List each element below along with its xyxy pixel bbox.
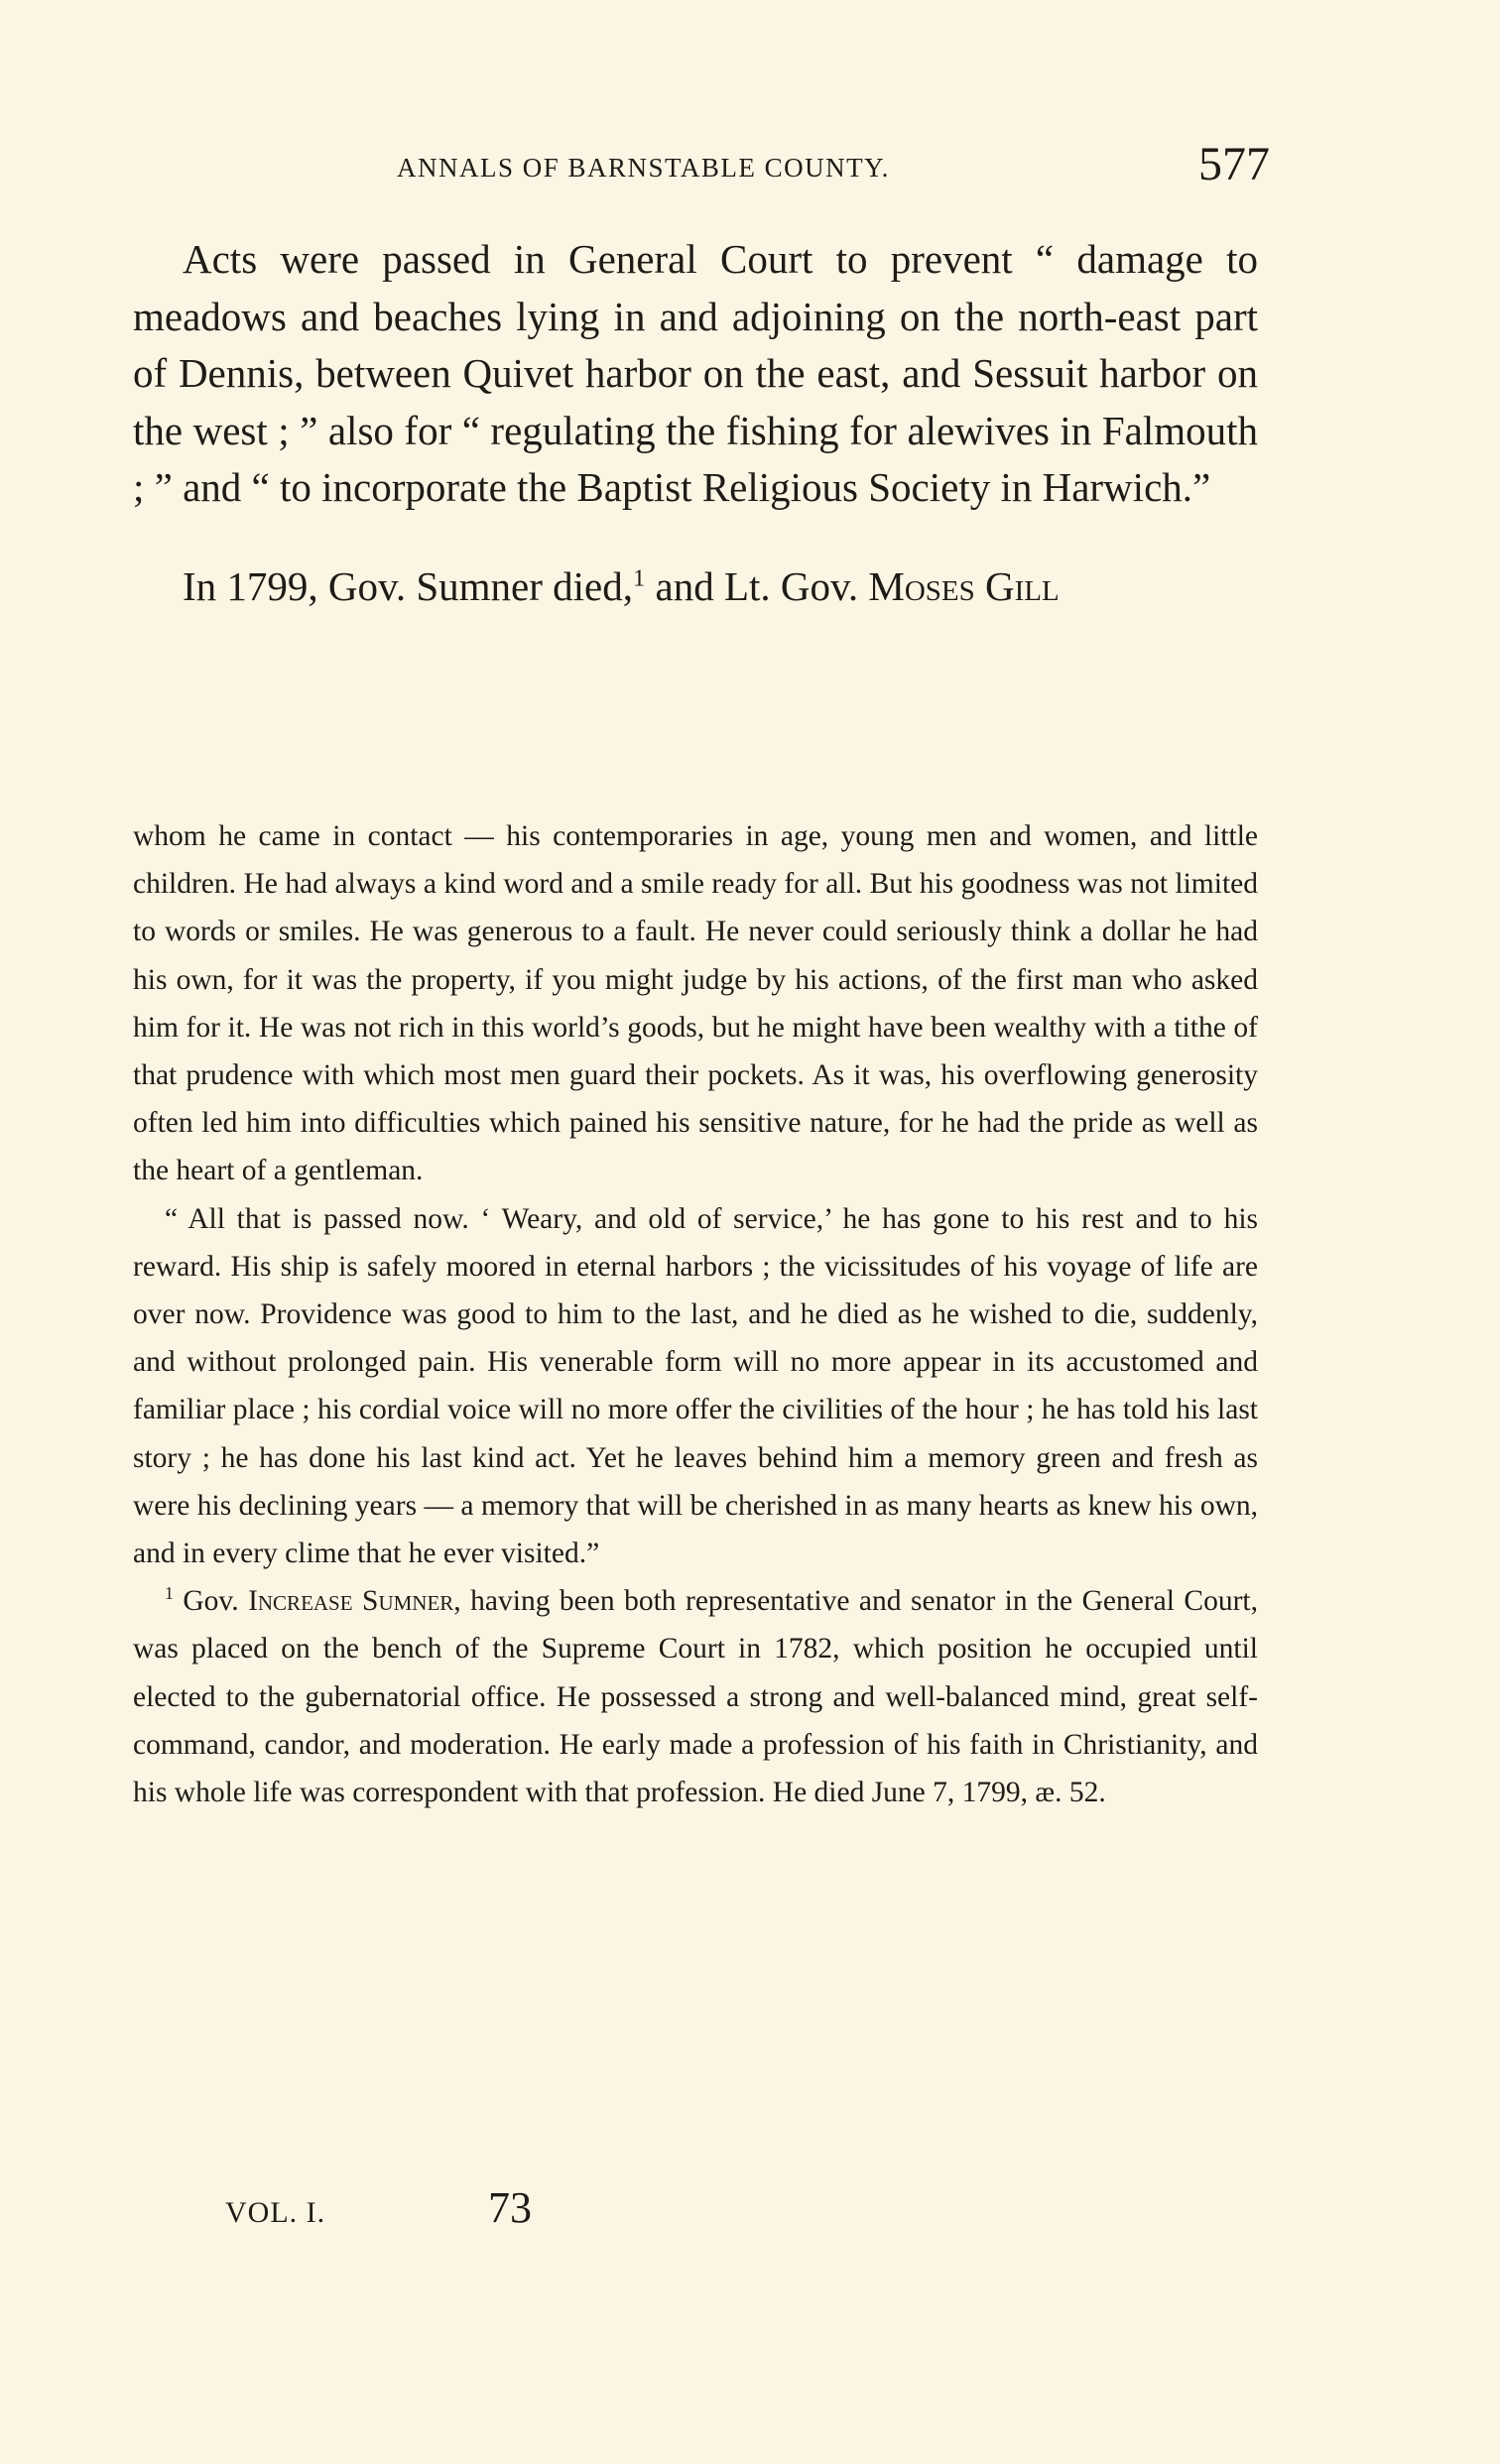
- footnotes: [133, 812, 1258, 1816]
- footnote-1: [133, 1577, 1258, 1816]
- page-header: [397, 137, 1270, 196]
- running-head: ANNALS OF BARNSTABLE COUNTY.: [397, 153, 890, 183]
- footnote-1-prefix: Gov.: [173, 1585, 249, 1618]
- paragraph-sumner: [133, 558, 1258, 616]
- paragraph-sumner-start: In 1799, Gov. Sumner died,: [183, 562, 633, 609]
- footnote-reference: 1: [632, 563, 646, 591]
- person-name-moses-gill: Moses Gill: [868, 562, 1060, 609]
- footnote-1-text: , having been both representative and senator in the General Court, was placed on the bench of the Supreme Court in 1782, which position he occupied until elected to the gubernatorial office. He possessed a strong and well-balanced mind, great self-command, candor, and moderation. He early made a profession of his faith in Christianity, and his whole life was correspondent with that profession. He died June 7, 1799, æ. 52.: [133, 1585, 1258, 1809]
- footnote-marker: 1: [165, 1583, 174, 1604]
- page-footer: [225, 2182, 622, 2242]
- main-text: [133, 231, 1258, 615]
- paragraph-sumner-middle: and Lt. Gov.: [645, 562, 869, 609]
- footnote-continuation-2: “ All that is passed now. ‘ Weary, and old of service,’ he has gone to his rest and to his reward. His ship is safely moored in eternal harbors ; the vicissitudes of his voyage of life are over now. Providence was good to him to the last, and he died as he wished to die, suddenly, and without prolonged pain. His venerable form will no more appear in its accustomed and familiar place ; his cordial voice will no more offer the civilities of the hour ; he has told his last story ; he has done his last kind act. Yet he leaves behind him a memory green and fresh as were his declining years — a memory that will be cherished in as many hearts as knew his own, and in every clime that he ever visited.”: [133, 1202, 1258, 1570]
- footnote-continuation-1: whom he came in contact — his contemporaries in age, young men and women, and little children. He had always a kind word and a smile ready for all. But his goodness was not limited to words or smiles. He was generous to a fault. He never could seriously think a dollar he had his own, for it was the property, if you might judge by his actions, of the first man who asked him for it. He was not rich in this world’s goods, but he might have been wealthy with a tithe of that prudence with which most men guard their pockets. As it was, his overflowing generosity often led him into difficulties which pained his sensitive nature, for he had the pride as well as the heart of a gentleman.: [133, 820, 1258, 1187]
- person-name-increase-sumner: Increase Sumner: [248, 1585, 454, 1618]
- signature-mark: 73: [488, 2183, 532, 2232]
- paragraph-acts: Acts were passed in General Court to prevent “ damage to meadows and beaches lying in and adjoining on the north-east part of Dennis, between Quivet harbor on the east, and Sessuit harbor on the west ; ” also for “ regulating the fishing for alewives in Falmouth ; ” and “ to incorporate the Baptist Religious Society in Harwich.”: [133, 236, 1258, 510]
- volume-label: VOL. I.: [225, 2196, 326, 2229]
- page-number: 577: [1198, 138, 1270, 190]
